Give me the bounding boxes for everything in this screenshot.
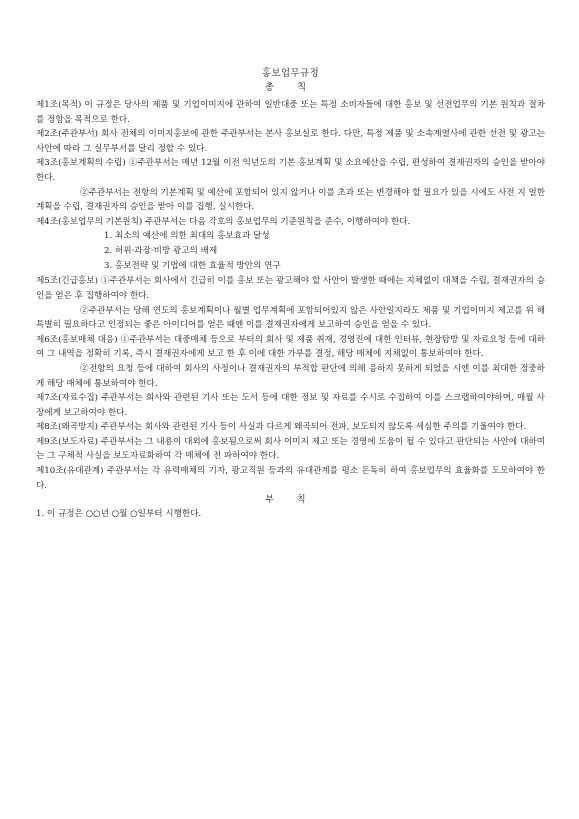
article-6-clause-1: 제6조(홍보매체 대응) ①주관부서는 대중매체 등으로 부터의 회사 및 제품 취재, 경영진에 대한 인터뷰, 현장탐방 및 자료요청 등에 대하여 그 내역을 정확히 기록, 즉시 결재권자에게 보고 한 후 이에 대한 가부를 결정, 해당 매체에 지체없이 통보하여야 한다.: [36, 334, 545, 360]
article-8: 제8조(왜곡방지) 주관부서는 회사와 관련된 기사 등이 사실과 다르게 왜곡되어 전파, 보도되지 않도록 세심한 주의를 기울여야 한다.: [36, 422, 527, 433]
article-1: 제1조(목적) 이 규정은 당사의 제품 및 기업이미지에 관하여 일반대중 또는 특정 소비자들에 대한 홍보 및 선전업무의 기본 원칙과 절차를 정함을 목적으로 한다.: [36, 100, 545, 125]
article-4: 제4조(홍보업무의 기본원칙) 주관부서는 다음 각호의 홍보업무의 기준원칙을 준수, 이행하여야 한다.: [36, 216, 411, 227]
article-6-clause-2: ②전항의 요청 등에 대하여 회사의 사정이나 결재권자의 부적합 판단에 의해 응하지 못하게 되었을 시엔 이를 최대한 정중하게 해당 매체에 통보하여야 한다.: [36, 363, 545, 389]
article-10: 제10조(유대관계) 주관부서는 각 유력매체의 기자, 광고직원 등과의 유대관계를 평소 돈독히 하여 홍보업무의 효율화를 도모하여야 한다.: [36, 466, 545, 491]
list-item: 3. 홍보전략 및 기법에 대한 효율적 방안의 연구: [104, 261, 281, 272]
article-9: 제9조(보도자료) 주관부서는 그 내용이 대외에 홍보됨으로써 회사 이미지 제고 또는 경영에 도움이 될 수 있다고 판단되는 사안에 대하여는 그 구체적 사실을 보도자료화하여 각 매체에 전 파하여야 한다.: [36, 436, 545, 462]
supplementary-provision-1: 1. 이 규정은 ○○년 ○월 ○일부터 시행한다.: [36, 509, 202, 520]
chapter-supplementary: 부 칙: [265, 495, 316, 506]
article-5-clause-1: 제5조(긴급홍보) ①주관부서는 회사에서 긴급히 이를 홍보 또는 광고해야 할 사안이 발생한 때에는 지체없이 대책을 수립, 결재권자의 승인을 얻은 후 집행하여야 한다.: [36, 276, 545, 301]
list-item: 2. 허위·과장·비방 광고의 배제: [104, 246, 218, 257]
article-4-items: [36, 229, 545, 274]
article-7: 제7조(자료수집) 주관부서는 회사와 관련된 기사 또는 도서 등에 대한 정보 및 자료를 수시로 수집하여 이를 스크랩하여야하며, 매월 사장에게 보고하여야 한다.: [36, 393, 545, 418]
article-3-clause-2: ②주관부서는 전항의 기본계획 및 예산에 포함되어 있지 않거나 이를 초과 또는 변경해야 할 필요가 있을 시에도 사전 지 얼한 계획을 수립, 결재권자의 승인을 받아 이를 집행, 실시한다.: [36, 187, 545, 213]
chapter-general-provisions: 총 칙: [264, 82, 317, 93]
list-item: 1. 최소의 예산에 의한 최대의 홍보효과 달성: [104, 231, 270, 242]
article-2: 제2조(주관부서) 회사 전체의 이미지홍보에 관한 주관부서는 본사 홍보실로 한다. 다만, 특정 제품 및 소속계열사에 관한 선전 및 광고는 사안에 따라 그 실무부서를 달리 정할 수 있다.: [36, 129, 545, 154]
article-3-clause-1: 제3조(홍보계획의 수립) ①주관부서는 매년 12월 이전 익년도의 기본 홍보계획 및 소요예산을 수립, 편성하여 결재권자의 승인을 받아야 한다.: [36, 158, 545, 183]
document-title: 홍보업무규정: [261, 68, 320, 79]
article-5-clause-2: ②주관부서는 당해 연도의 홍보계획이나 월별 업무계획에 포함되어있지 않은 사안일지라도 제품 및 기업이미지 제고를 위 해 특별히 필요하다고 인정되는 좋은 아이디어를 얻은 때엔 이를 결재권자에게 보고하여 승인을 얻을 수 있다.: [36, 305, 545, 331]
